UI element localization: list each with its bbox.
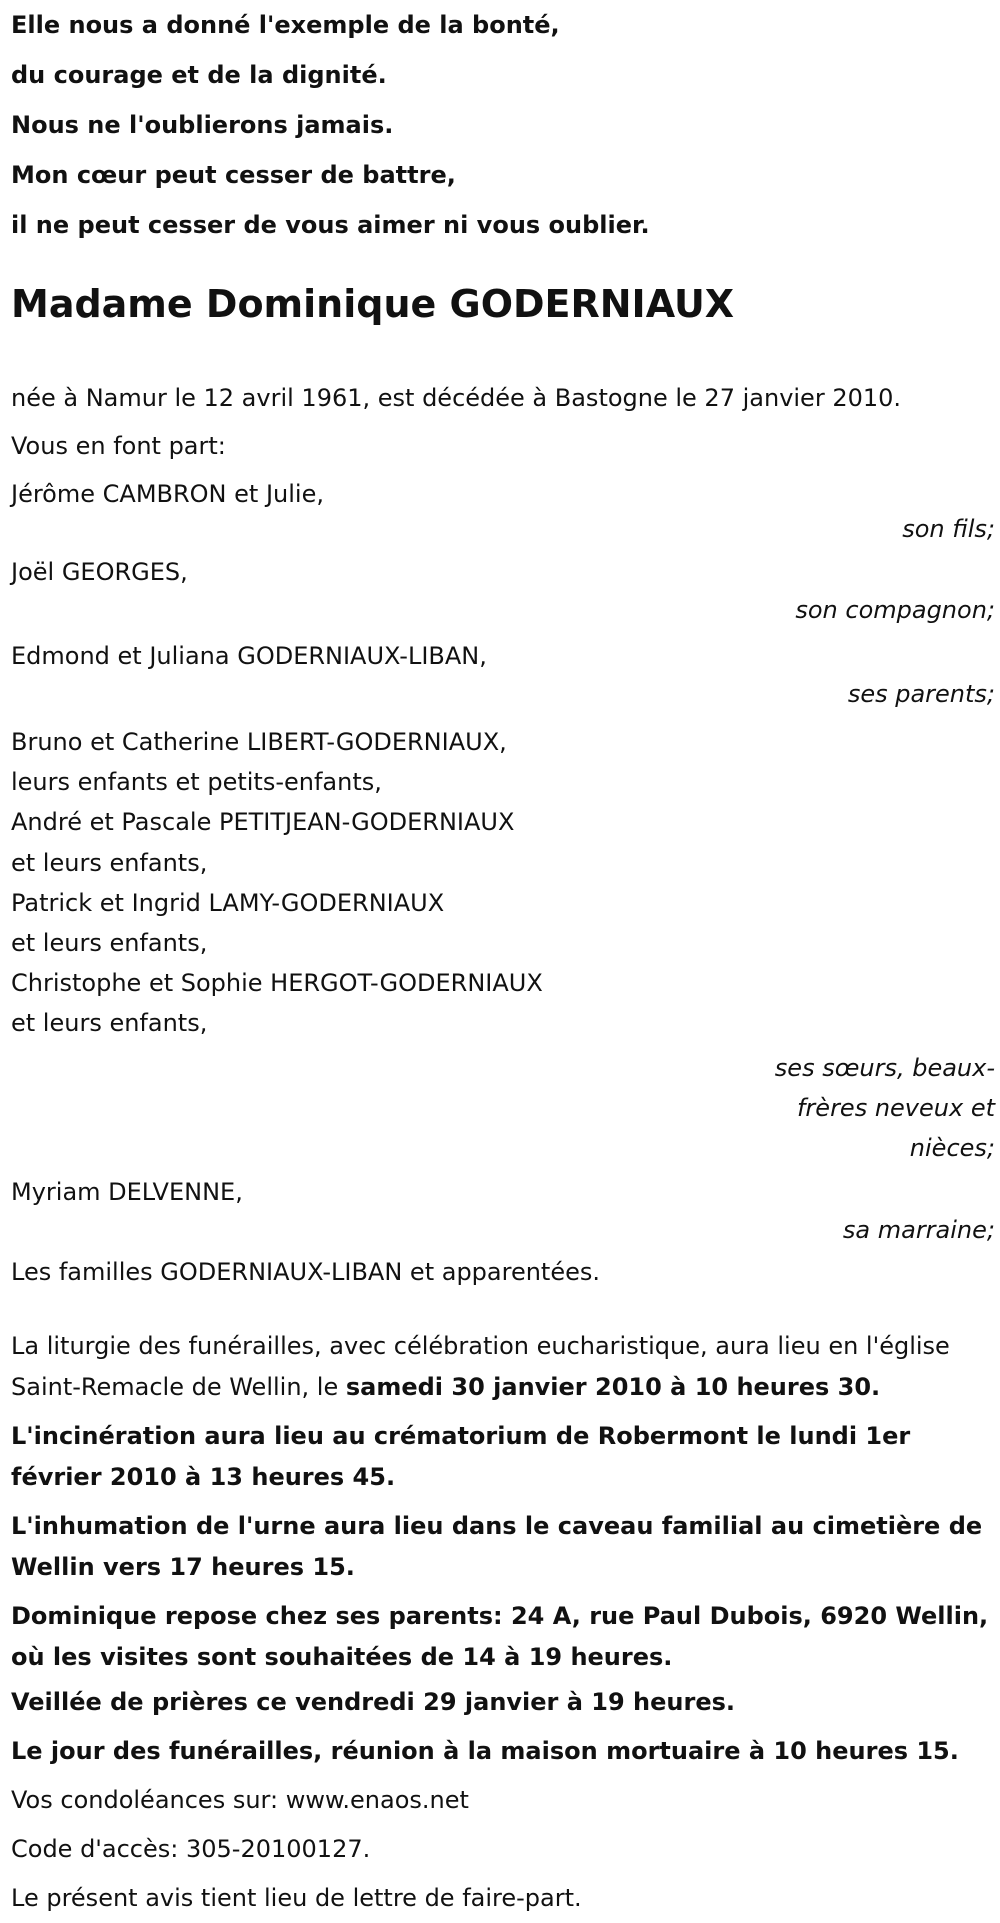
access-code-line: Code d'accès: 305-20100127.: [11, 1834, 371, 1863]
sibling-line: Christophe et Sophie HERGOT-GODERNIAUX: [11, 969, 543, 998]
liturgy-date: samedi 30 janvier 2010 à 10 heures 30.: [345, 1372, 881, 1401]
condolences-line: Vos condoléances sur: www.enaos.net: [11, 1785, 469, 1814]
family-son: [11, 470, 995, 548]
notice-line: Le présent avis tient lieu de lettre de faire-part.: [11, 1883, 582, 1912]
sibling-line: et leurs enfants,: [11, 1009, 208, 1038]
announce-intro: Vous en font part:: [11, 432, 226, 460]
family-names: Myriam DELVENNE,: [11, 1177, 243, 1206]
liturgy-paragraph: [11, 1326, 995, 1408]
families-line: Les familles GODERNIAUX-LIBAN et apparentées.: [11, 1257, 601, 1286]
relation-line: frères neveux et: [796, 1093, 995, 1122]
obituary-content: [11, 0, 995, 1923]
deceased-name: Madame Dominique GODERNIAUX: [11, 282, 735, 326]
sibling-line: Patrick et Ingrid LAMY-GODERNIAUX: [11, 888, 445, 917]
repose-paragraph: Dominique repose chez ses parents: 24 A, rue Paul Dubois, 6920 Wellin, où les visites sont souhaitées de 14 à 19 heures.: [11, 1601, 989, 1671]
verse-line: il ne peut cesser de vous aimer ni vous oublier.: [11, 211, 650, 239]
sibling-line: leurs enfants et petits-enfants,: [11, 768, 382, 797]
siblings-relation: [11, 1048, 995, 1168]
relation-line: ses sœurs, beaux-: [774, 1053, 995, 1082]
family-names: Joël GEORGES,: [11, 558, 188, 586]
sibling-line: et leurs enfants,: [11, 929, 208, 958]
verse-block: [11, 0, 995, 250]
liturgy-text: La liturgie des funérailles, avec célébration eucharistique, aura lieu en l'église Saint-Remacle de Wellin, le: [11, 1331, 950, 1401]
burial-paragraph: L'inhumation de l'urne aura lieu dans le caveau familial au cimetière de Wellin vers 17 heures 15.: [11, 1511, 983, 1581]
sibling-line: et leurs enfants,: [11, 848, 208, 877]
meeting-line: Le jour des funérailles, réunion à la maison mortuaire à 10 heures 15.: [11, 1736, 959, 1765]
family-names: Edmond et Juliana GODERNIAUX-LIBAN,: [11, 642, 487, 670]
sibling-line: Bruno et Catherine LIBERT-GODERNIAUX,: [11, 728, 507, 756]
verse-line: Mon cœur peut cesser de battre,: [11, 161, 456, 189]
birth-death-line: née à Namur le 12 avril 1961, est décédée à Bastogne le 27 janvier 2010.: [11, 384, 902, 412]
family-parents: [11, 632, 995, 716]
relation-line: nièces;: [909, 1133, 995, 1162]
vigil-line: Veillée de prières ce vendredi 29 janvier à 19 heures.: [11, 1687, 736, 1716]
family-companion: [11, 548, 995, 632]
family-relation: ses parents;: [847, 680, 995, 708]
family-relation: son compagnon;: [795, 596, 995, 624]
family-names: Jérôme CAMBRON et Julie,: [11, 480, 324, 508]
family-siblings: [11, 722, 995, 1044]
family-relation: sa marraine;: [842, 1215, 995, 1244]
verse-line: Elle nous a donné l'exemple de la bonté,: [11, 11, 560, 39]
verse-line: Nous ne l'oublierons jamais.: [11, 111, 394, 139]
verse-line: du courage et de la dignité.: [11, 61, 387, 89]
cremation-paragraph: L'incinération aura lieu au crématorium de Robermont le lundi 1er février 2010 à 13 heures 45.: [11, 1421, 911, 1491]
family-relation: son fils;: [902, 515, 995, 543]
sibling-line: André et Pascale PETITJEAN-GODERNIAUX: [11, 808, 515, 837]
family-godmother: [11, 1168, 995, 1252]
